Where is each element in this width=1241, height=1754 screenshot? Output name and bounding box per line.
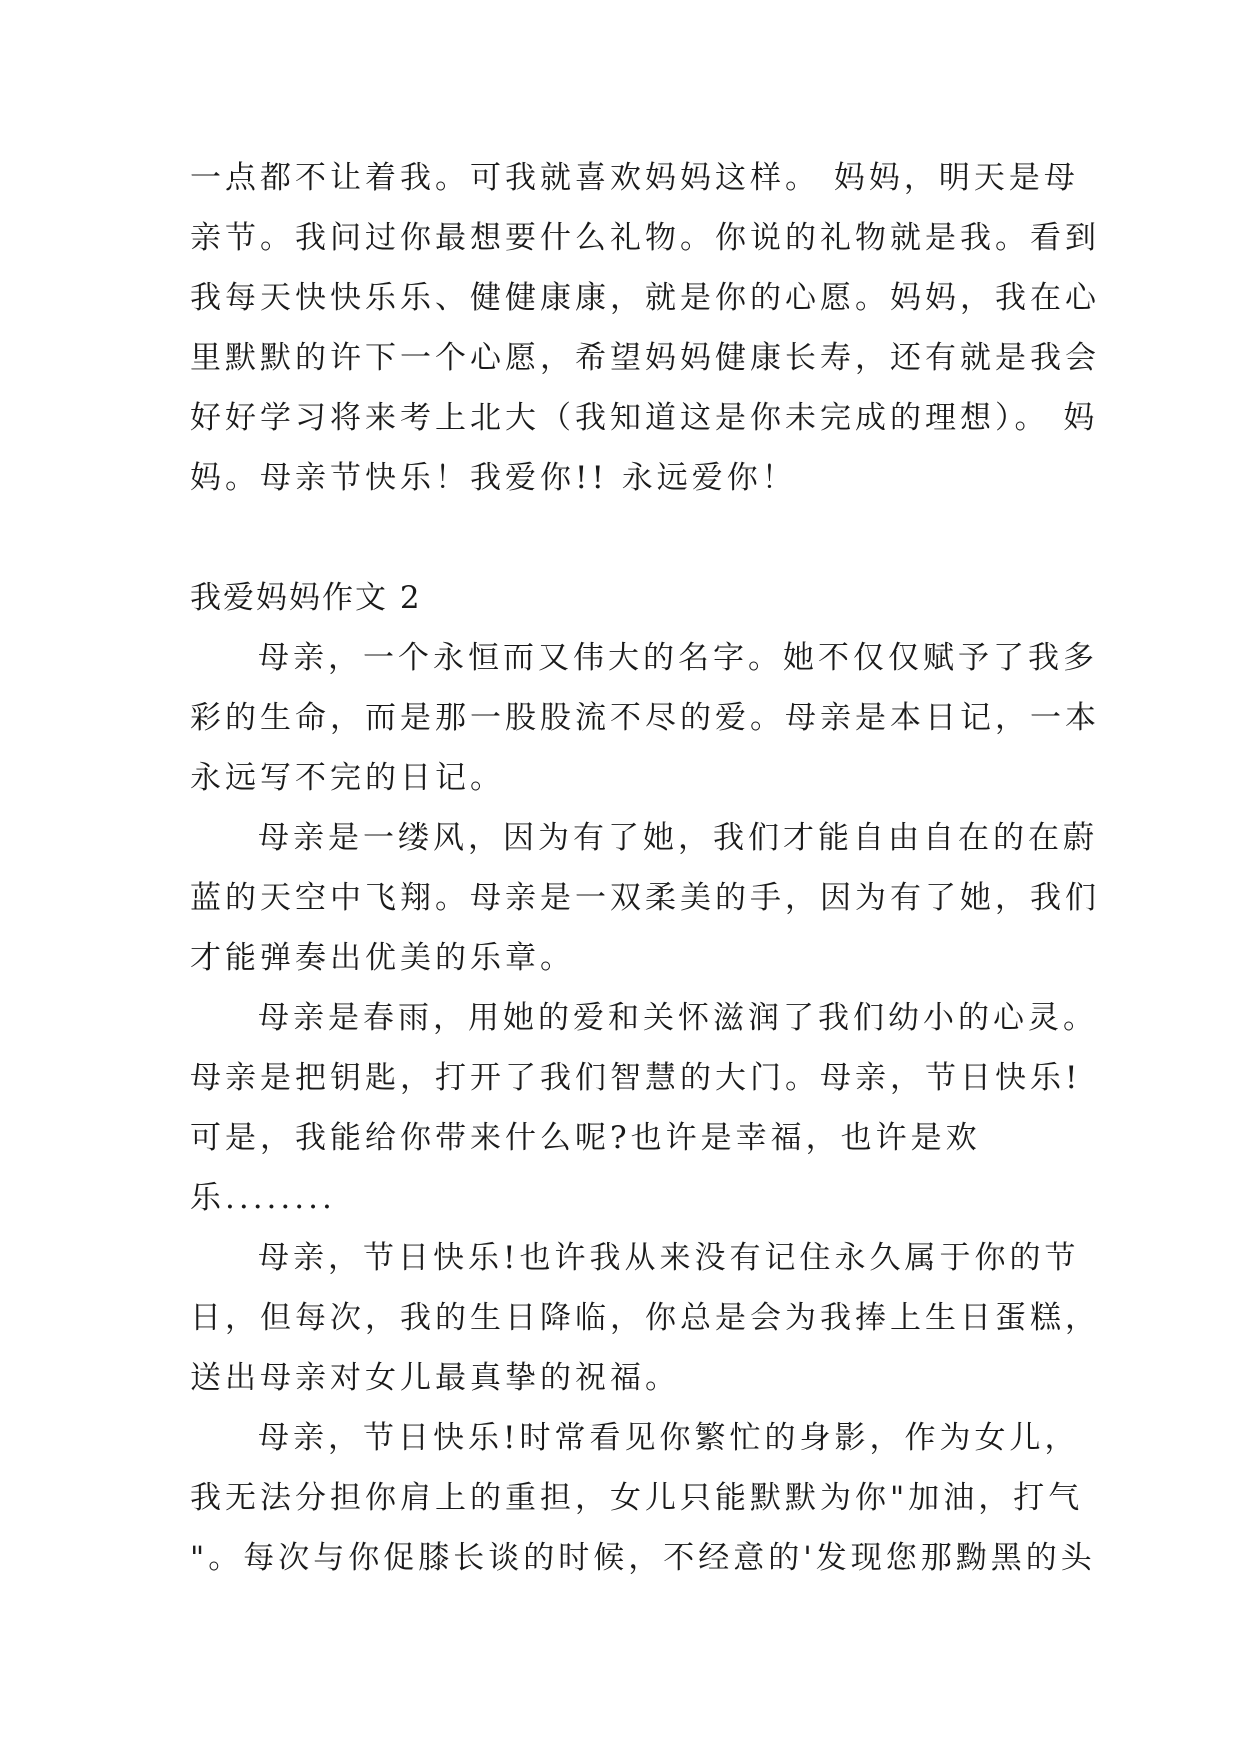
essay-title: 我爱妈妈作文 2 (190, 580, 422, 616)
text-line: 才能弹奏出优美的乐章。 (190, 940, 575, 976)
paragraph (190, 1408, 1096, 1588)
section-gap (190, 508, 1050, 568)
document-page (190, 148, 1100, 1588)
paragraph (190, 808, 1100, 988)
text-line: 母亲，节日快乐!时常看见你繁忙的身影，作为女儿， (258, 1420, 1080, 1456)
text-line: 好好学习将来考上北大（我知道这是你未完成的理想）。 妈 (190, 400, 1099, 436)
text-line: 母亲是春雨，用她的爱和关怀滋润了我们幼小的心灵。 (258, 1000, 1098, 1036)
paragraph (190, 628, 1100, 808)
text-line: "。每次与你促膝长谈的时候，不经意的'发现您那黝黑的头 (190, 1540, 1096, 1576)
text-line: 母亲，一个永恒而又伟大的名字。她不仅仅赋予了我多 (258, 640, 1098, 676)
text-line: 送出母亲对女儿最真挚的祝福。 (190, 1360, 680, 1396)
text-line: 妈。母亲节快乐！我爱你!! 永远爱你！ (190, 460, 797, 496)
text-line: 蓝的天空中飞翔。母亲是一双柔美的手，因为有了她，我们 (190, 880, 1100, 916)
text-line: 可是，我能给你带来什么呢?也许是幸福，也许是欢 (190, 1120, 981, 1156)
intro-section (190, 148, 1100, 508)
text-line: 一点都不让着我。可我就喜欢妈妈这样。 妈妈，明天是母 (190, 160, 1079, 196)
text-line: 永远写不完的日记。 (190, 760, 505, 796)
text-line: 母亲是把钥匙，打开了我们智慧的大门。母亲，节日快乐! (190, 1060, 1082, 1096)
text-line: 我无法分担你肩上的重担，女儿只能默默为你"加油，打气 (190, 1480, 1084, 1516)
text-line: 乐........ (190, 1180, 336, 1216)
text-line: 母亲是一缕风，因为有了她，我们才能自由自在的在蔚 (258, 820, 1098, 856)
text-line: 日，但每次，我的生日降临，你总是会为我捧上生日蛋糕， (190, 1300, 1100, 1336)
paragraph (190, 1228, 1100, 1408)
text-line: 彩的生命，而是那一股股流不尽的爱。母亲是本日记，一本 (190, 700, 1100, 736)
text-line: 我每天快快乐乐、健健康康，就是你的心愿。妈妈，我在心 (190, 280, 1100, 316)
text-line: 亲节。我问过你最想要什么礼物。你说的礼物就是我。看到 (190, 220, 1100, 256)
text-line: 母亲，节日快乐!也许我从来没有记住永久属于你的节 (258, 1240, 1080, 1276)
text-line: 里默默的许下一个心愿，希望妈妈健康长寿，还有就是我会 (190, 340, 1100, 376)
paragraph (190, 988, 1098, 1228)
